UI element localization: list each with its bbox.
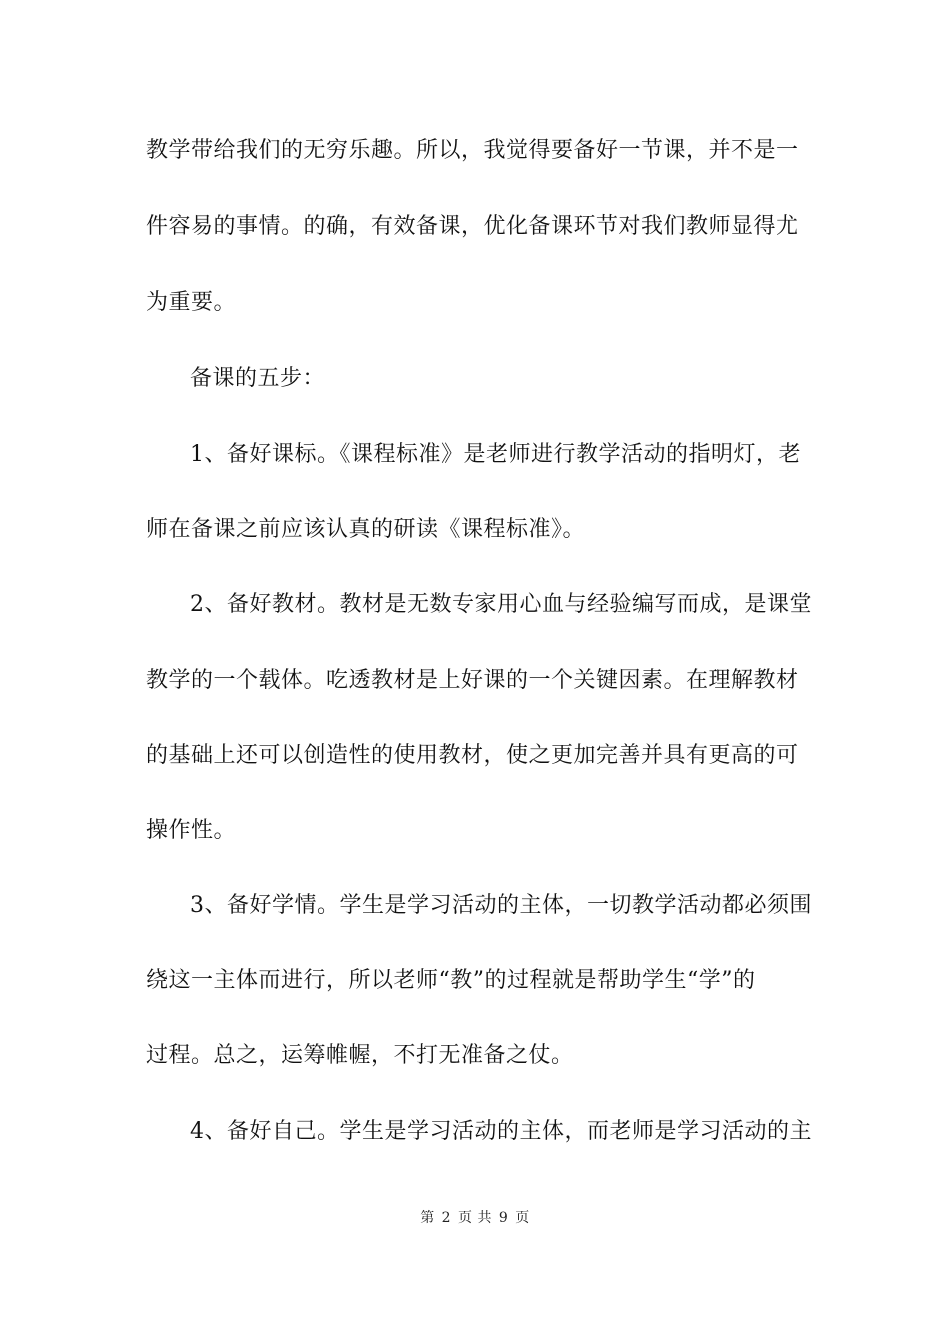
text-line-10: 操作性。	[146, 818, 237, 843]
text-line-2: 件容易的事情。的确，有效备课，优化备课环节对我们教师显得尤	[146, 214, 799, 239]
text-line-12: 绕这一主体而进行，所以老师“教”的过程就是帮助学生“学”的	[146, 968, 756, 993]
text-line-1: 教学带给我们的无穷乐趣。所以，我觉得要备好一节课，并不是一	[146, 138, 799, 163]
text-line-5: 1、备好课标。《课程标准》是老师进行教学活动的指明灯，老	[190, 442, 801, 467]
section-heading: 备课的五步：	[190, 366, 326, 391]
text-line-7: 2、备好教材。教材是无数专家用心血与经验编写而成，是课堂	[190, 592, 812, 617]
text-line-14: 4、备好自己。学生是学习活动的主体，而老师是学习活动的主	[190, 1119, 812, 1144]
total-page-count: 9	[498, 1210, 509, 1226]
current-page-number: 2	[441, 1210, 452, 1226]
page-footer	[0, 1208, 950, 1228]
text-line-11: 3、备好学情。学生是学习活动的主体，一切教学活动都必须围	[190, 893, 812, 918]
footer-middle: 页 共	[458, 1210, 492, 1226]
text-line-9: 的基础上还可以创造性的使用教材，使之更加完善并具有更高的可	[146, 743, 799, 768]
text-line-3: 为重要。	[146, 290, 237, 315]
footer-prefix: 第	[420, 1210, 435, 1226]
text-line-6: 师在备课之前应该认真的研读《课程标准》。	[146, 517, 586, 542]
text-line-13: 过程。总之，运筹帷幄，不打无准备之仗。	[146, 1043, 574, 1068]
text-line-8: 教学的一个载体。吃透教材是上好课的一个关键因素。在理解教材	[146, 668, 799, 693]
footer-suffix: 页	[515, 1210, 530, 1226]
